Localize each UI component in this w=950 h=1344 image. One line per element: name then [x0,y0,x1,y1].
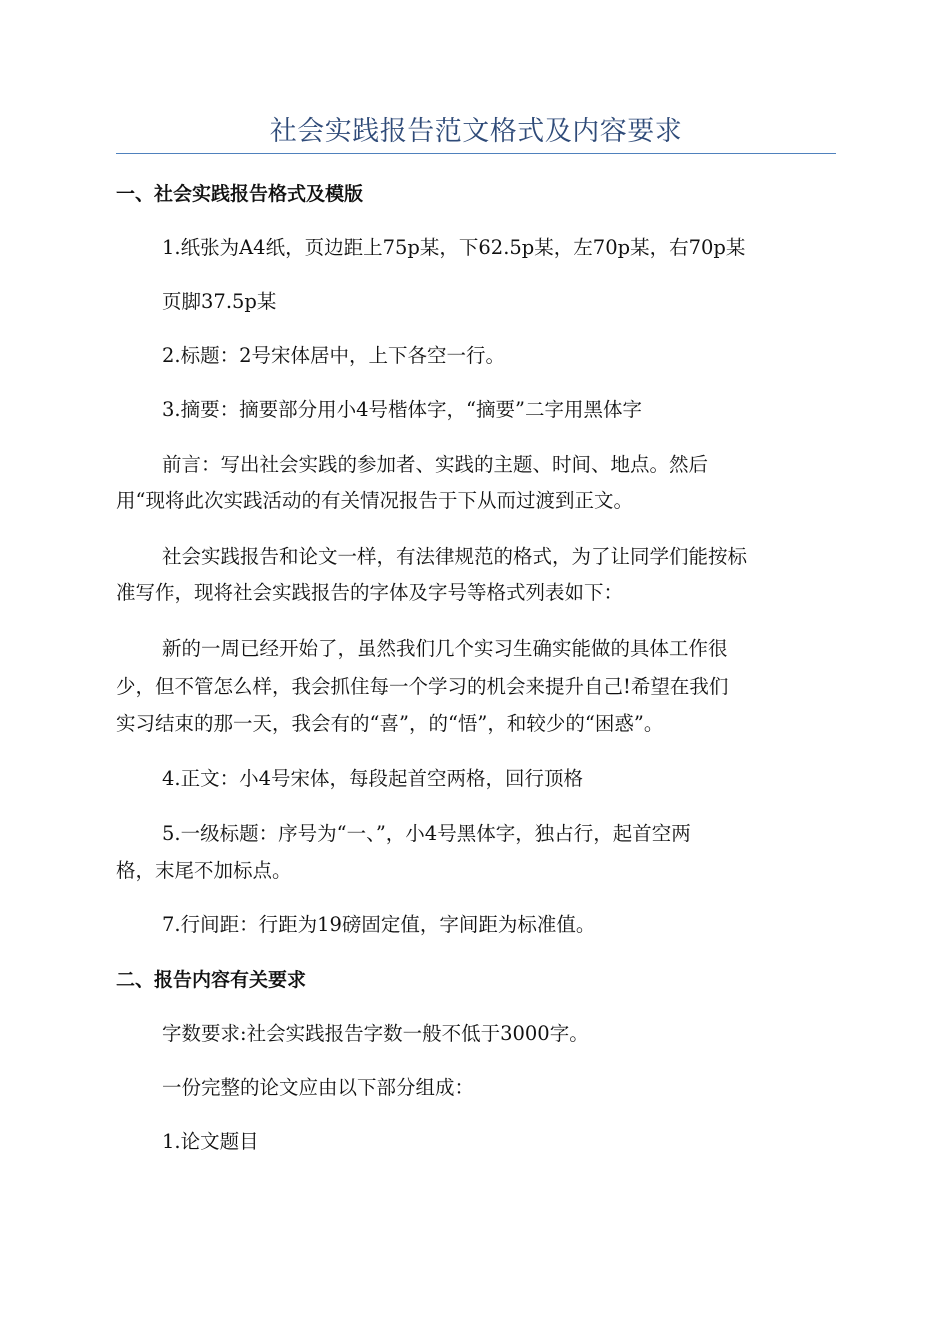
paragraph-item-5-line-1: 5.一级标题：序号为“一、”，小4号黑体字，独占行，起首空两 [162,822,691,845]
document-page [116,0,836,1344]
paragraph-item-7: 7.行间距：行距为19磅固定值，字间距为标准值。 [162,913,596,936]
section-2-heading: 二、报告内容有关要求 [116,969,307,991]
paragraph-norm-line-2: 准写作，现将社会实践报告的字体及字号等格式列表如下： [116,581,624,604]
paragraph-composition: 一份完整的论文应由以下部分组成： [162,1076,475,1099]
paragraph-thesis-title: 1.论文题目 [162,1130,259,1153]
paragraph-preface-line-2: 用“现将此次实践活动的有关情况报告于下从而过渡到正文。 [116,489,633,512]
paragraph-norm-line-1: 社会实践报告和论文一样，有法律规范的格式，为了让同学们能按标 [162,545,748,568]
paragraph-item-1-line-2: 页脚37.5p某 [162,290,277,313]
section-1-heading: 一、社会实践报告格式及模版 [116,183,364,205]
paragraph-week-line-2: 少，但不管怎么样，我会抓住每一个学习的机会来提升自己!希望在我们 [116,675,729,698]
paragraph-item-3: 3.摘要：摘要部分用小4号楷体字，“摘要”二字用黑体字 [162,398,642,421]
paragraph-week-line-1: 新的一周已经开始了，虽然我们几个实习生确实能做的具体工作很 [162,637,728,660]
paragraph-item-2: 2.标题：2号宋体居中，上下各空一行。 [162,344,506,367]
paragraph-item-1-line-1: 1.纸张为A4纸，页边距上75p某，下62.5p某，左70p某，右70p某 [162,236,746,259]
document-title: 社会实践报告范文格式及内容要求 [269,116,683,147]
paragraph-week-line-3: 实习结束的那一天，我会有的“喜”，的“悟”，和较少的“困惑”。 [116,712,664,735]
paragraph-item-5-line-2: 格，末尾不加标点。 [116,859,292,882]
title-underline [116,153,836,154]
paragraph-preface-line-1: 前言：写出社会实践的参加者、实践的主题、时间、地点。然后 [162,453,709,476]
paragraph-wordcount: 字数要求:社会实践报告字数一般不低于3000字。 [162,1022,589,1045]
paragraph-item-4: 4.正文：小4号宋体，每段起首空两格，回行顶格 [162,767,584,790]
